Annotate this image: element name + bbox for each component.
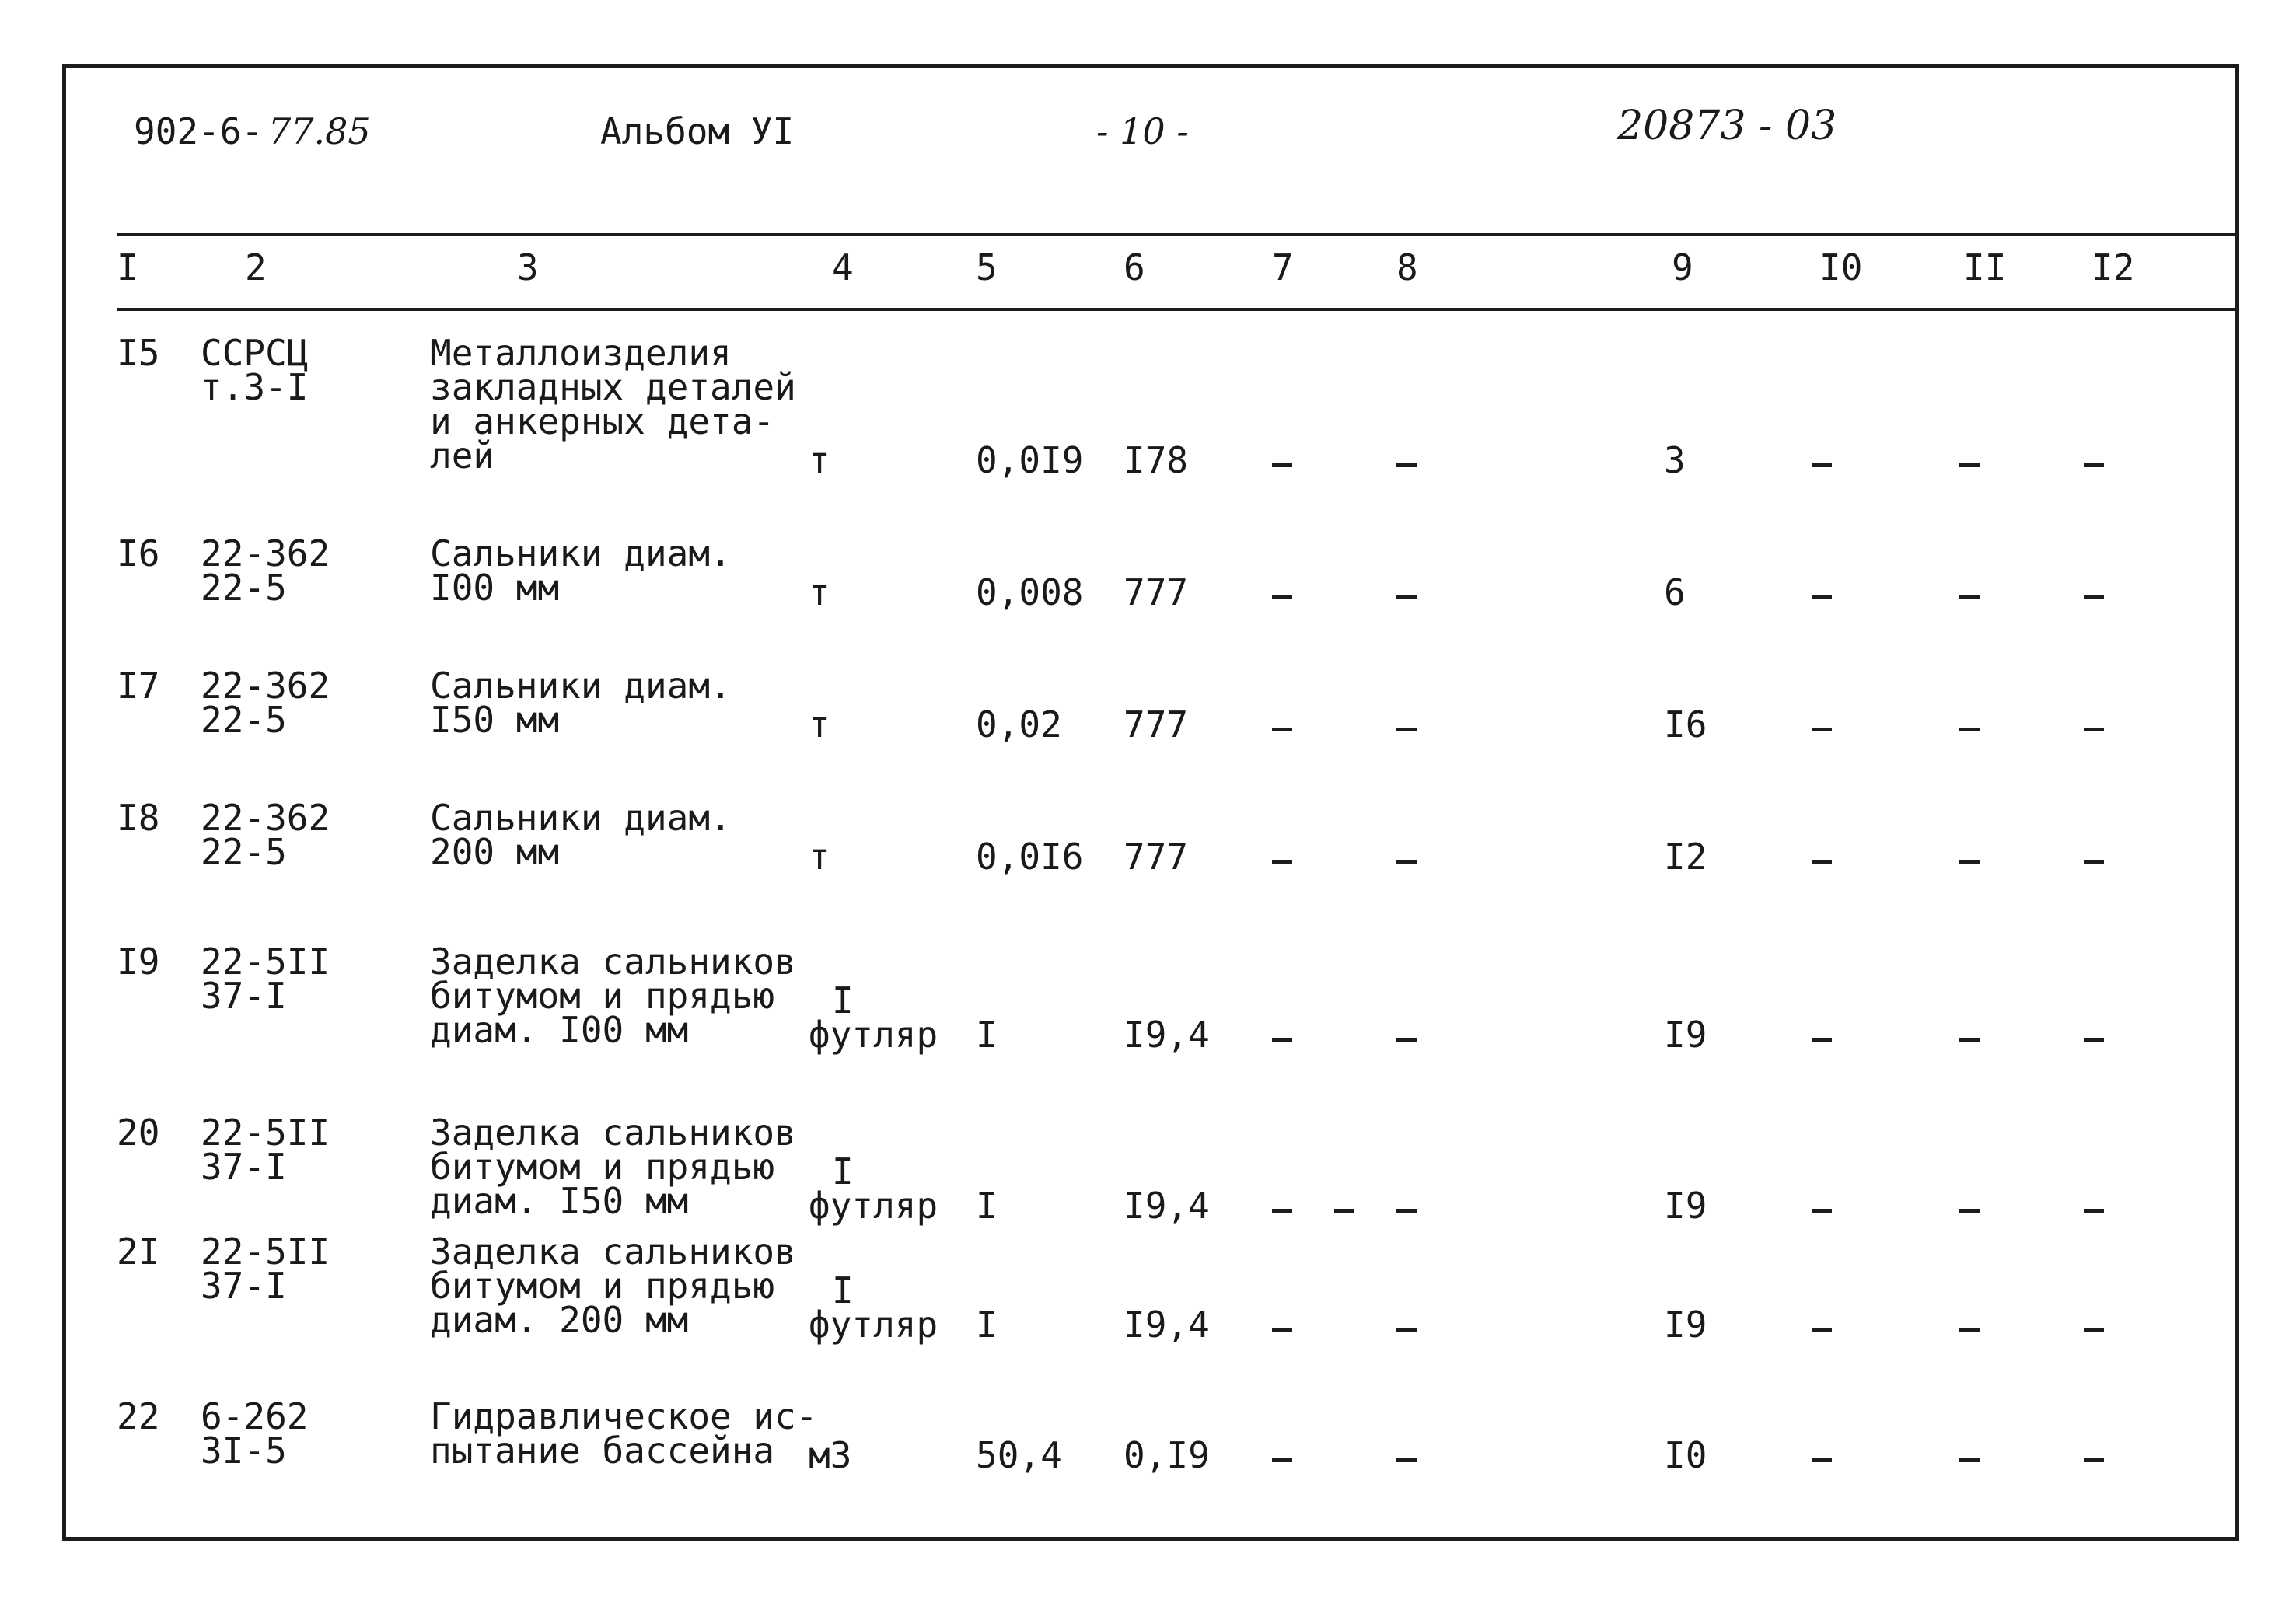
unit: футляр: [809, 1014, 938, 1056]
work-name: диам. 200 мм: [430, 1299, 689, 1341]
work-name: Сальники диам.: [430, 532, 732, 574]
row-number: I9: [117, 941, 160, 983]
cell-11: [1959, 575, 1981, 609]
cell-10: [1812, 1018, 1833, 1052]
table-top-rule: [117, 233, 2239, 236]
column-header: 2: [245, 246, 267, 288]
row-number: I6: [117, 532, 160, 574]
dash-mark: [1959, 728, 1980, 731]
cell-8: [1396, 1018, 1418, 1052]
cell-6: 777: [1124, 571, 1189, 613]
unit: м3: [809, 1434, 852, 1476]
cell-8: [1396, 575, 1418, 609]
dash-mark: [1396, 860, 1417, 864]
cell-5: 0,0I9: [976, 439, 1084, 481]
dash-mark: [1959, 1328, 1980, 1332]
cell-12: [2084, 1307, 2106, 1342]
rate-code: 22-362: [201, 665, 330, 707]
work-name: I50 мм: [430, 699, 560, 741]
rate-code: 37-I: [201, 975, 287, 1017]
cell-12: [2084, 707, 2106, 742]
page-number: - 10 -: [1096, 110, 1189, 152]
dash-mark: [1812, 595, 1832, 599]
doc-code-handwritten: 77.85: [268, 110, 371, 152]
dash-mark: [2084, 728, 2104, 731]
rate-code: 22-5: [201, 831, 287, 873]
rate-code: 22-5II: [201, 1231, 330, 1273]
cell-8: [1396, 707, 1418, 742]
unit: I: [832, 979, 854, 1021]
cell-6: I9,4: [1124, 1014, 1210, 1056]
cell-10: [1812, 1438, 1833, 1472]
work-name: лей: [430, 435, 495, 477]
row-number: 22: [117, 1395, 160, 1437]
dash-mark: [1812, 860, 1832, 864]
cell-5: 0,02: [976, 703, 1062, 745]
work-name: диам. I50 мм: [430, 1180, 689, 1222]
dash-mark: [1272, 728, 1292, 731]
cell-11: [1959, 443, 1981, 477]
dash-mark: [2084, 1038, 2104, 1042]
cell-5: 0,008: [976, 571, 1084, 613]
cell-10: [1812, 1307, 1833, 1342]
dash-mark: [2084, 463, 2104, 467]
dash-mark: [1396, 728, 1417, 731]
dash-mark: [1959, 1209, 1980, 1213]
cell-9: 6: [1664, 571, 1686, 613]
rate-code: 22-5II: [201, 1112, 330, 1154]
cell-9: I9: [1664, 1185, 1707, 1227]
work-name: диам. I00 мм: [430, 1009, 689, 1051]
cell-11: [1959, 840, 1981, 874]
column-header: I: [117, 246, 138, 288]
dash-mark: [1959, 1458, 1980, 1462]
work-name: Сальники диам.: [430, 797, 732, 839]
doc-code: 902-6-: [134, 110, 264, 152]
cell-7: [1272, 1189, 1379, 1223]
cell-9: I2: [1664, 836, 1707, 878]
cell-7: [1272, 443, 1294, 477]
cell-6: I9,4: [1124, 1185, 1210, 1227]
dash-mark: [1272, 1038, 1292, 1042]
dash-mark: [1396, 1458, 1417, 1462]
cell-12: [2084, 1189, 2106, 1223]
dash-mark: [1812, 1209, 1832, 1213]
dash-mark: [1396, 1328, 1417, 1332]
work-name: Гидравлическое ис-: [430, 1395, 818, 1437]
dash-mark: [1272, 1209, 1292, 1213]
rate-code: 22-5: [201, 567, 287, 609]
rate-code: 22-5: [201, 699, 287, 741]
column-header: 6: [1124, 246, 1145, 288]
cell-6: 0,I9: [1124, 1434, 1210, 1476]
unit: I: [832, 1269, 854, 1311]
dash-mark: [1272, 463, 1292, 467]
cell-5: 0,0I6: [976, 836, 1084, 878]
dash-mark: [1272, 595, 1292, 599]
cell-8: [1396, 443, 1418, 477]
work-name: Заделка сальников: [430, 1112, 796, 1154]
dash-mark: [1334, 1209, 1354, 1213]
column-header: I0: [1819, 246, 1863, 288]
dash-mark: [1959, 860, 1980, 864]
work-name: битумом и прядью: [430, 1146, 775, 1188]
column-header: 4: [832, 246, 854, 288]
work-name: 200 мм: [430, 831, 560, 873]
column-header: 5: [976, 246, 998, 288]
unit: т: [809, 571, 830, 613]
dash-mark: [1959, 463, 1980, 467]
dash-mark: [2084, 860, 2104, 864]
row-number: I7: [117, 665, 160, 707]
dash-mark: [1272, 1458, 1292, 1462]
cell-6: I78: [1124, 439, 1189, 481]
cell-9: I9: [1664, 1014, 1707, 1056]
dash-mark: [2084, 1458, 2104, 1462]
cell-10: [1812, 707, 1833, 742]
cell-5: 50,4: [976, 1434, 1062, 1476]
unit: т: [809, 703, 830, 745]
column-header: 3: [517, 246, 539, 288]
rate-code: 3I-5: [201, 1430, 287, 1472]
cell-8: [1396, 840, 1418, 874]
work-name: I00 мм: [430, 567, 560, 609]
row-number: I8: [117, 797, 160, 839]
cell-9: I0: [1664, 1434, 1707, 1476]
work-name: Заделка сальников: [430, 1231, 796, 1273]
rate-code: 37-I: [201, 1146, 287, 1188]
rate-code: 6-262: [201, 1395, 309, 1437]
table-header-rule: [117, 308, 2239, 311]
unit: т: [809, 439, 830, 481]
dash-mark: [1812, 728, 1832, 731]
cell-9: 3: [1664, 439, 1686, 481]
work-name: Металлоизделия: [430, 332, 732, 374]
cell-11: [1959, 707, 1981, 742]
rate-code: ССРСЦ: [201, 332, 309, 374]
column-header: 8: [1396, 246, 1418, 288]
cell-7: [1272, 575, 1294, 609]
work-name: битумом и прядью: [430, 975, 775, 1017]
dash-mark: [1812, 1038, 1832, 1042]
dash-mark: [1812, 1458, 1832, 1462]
cell-7: [1272, 707, 1294, 742]
rate-code: 22-362: [201, 797, 330, 839]
cell-9: I9: [1664, 1304, 1707, 1346]
cell-10: [1812, 443, 1833, 477]
dash-mark: [1272, 860, 1292, 864]
cell-11: [1959, 1307, 1981, 1342]
unit: футляр: [809, 1185, 938, 1227]
row-number: I5: [117, 332, 160, 374]
dash-mark: [2084, 1209, 2104, 1213]
cell-5: I: [976, 1014, 998, 1056]
cell-8: [1396, 1438, 1418, 1472]
work-name: Заделка сальников: [430, 941, 796, 983]
dash-mark: [1959, 1038, 1980, 1042]
cell-12: [2084, 840, 2106, 874]
cell-6: 777: [1124, 703, 1189, 745]
dash-mark: [1396, 463, 1417, 467]
row-number: 2I: [117, 1231, 160, 1273]
column-header: 9: [1672, 246, 1693, 288]
cell-11: [1959, 1189, 1981, 1223]
cell-7: [1272, 1438, 1294, 1472]
rate-code: 22-362: [201, 532, 330, 574]
order-number: 20873 - 03: [1617, 103, 1837, 149]
rate-code: 22-5II: [201, 941, 330, 983]
dash-mark: [1959, 595, 1980, 599]
cell-6: 777: [1124, 836, 1189, 878]
column-header: II: [1963, 246, 2007, 288]
dash-mark: [1396, 1209, 1417, 1213]
rate-code: 37-I: [201, 1265, 287, 1307]
cell-10: [1812, 575, 1833, 609]
cell-9: I6: [1664, 703, 1707, 745]
unit: футляр: [809, 1304, 938, 1346]
work-name: и анкерных дета-: [430, 400, 775, 442]
unit: т: [809, 836, 830, 878]
dash-mark: [2084, 1328, 2104, 1332]
cell-11: [1959, 1018, 1981, 1052]
work-name: пытание бассейна: [430, 1430, 775, 1472]
cell-7: [1272, 840, 1294, 874]
cell-12: [2084, 1438, 2106, 1472]
cell-10: [1812, 840, 1833, 874]
cell-7: [1272, 1307, 1294, 1342]
column-header: I2: [2092, 246, 2135, 288]
cell-12: [2084, 1018, 2106, 1052]
cell-5: I: [976, 1185, 998, 1227]
unit: I: [832, 1150, 854, 1192]
dash-mark: [1272, 1328, 1292, 1332]
cell-11: [1959, 1438, 1981, 1472]
dash-mark: [1396, 1038, 1417, 1042]
work-name: закладных деталей: [430, 366, 796, 408]
dash-mark: [1812, 463, 1832, 467]
column-header: 7: [1272, 246, 1294, 288]
row-number: 20: [117, 1112, 160, 1154]
rate-code: т.3-I: [201, 366, 309, 408]
cell-12: [2084, 443, 2106, 477]
cell-6: I9,4: [1124, 1304, 1210, 1346]
dash-mark: [1396, 595, 1417, 599]
cell-12: [2084, 575, 2106, 609]
dash-mark: [2084, 595, 2104, 599]
work-name: битумом и прядью: [430, 1265, 775, 1307]
dash-mark: [1812, 1328, 1832, 1332]
work-name: Сальники диам.: [430, 665, 732, 707]
cell-8: [1396, 1307, 1418, 1342]
cell-10: [1812, 1189, 1833, 1223]
cell-5: I: [976, 1304, 998, 1346]
cell-7: [1272, 1018, 1294, 1052]
album-label: Альбом УI: [600, 110, 795, 152]
